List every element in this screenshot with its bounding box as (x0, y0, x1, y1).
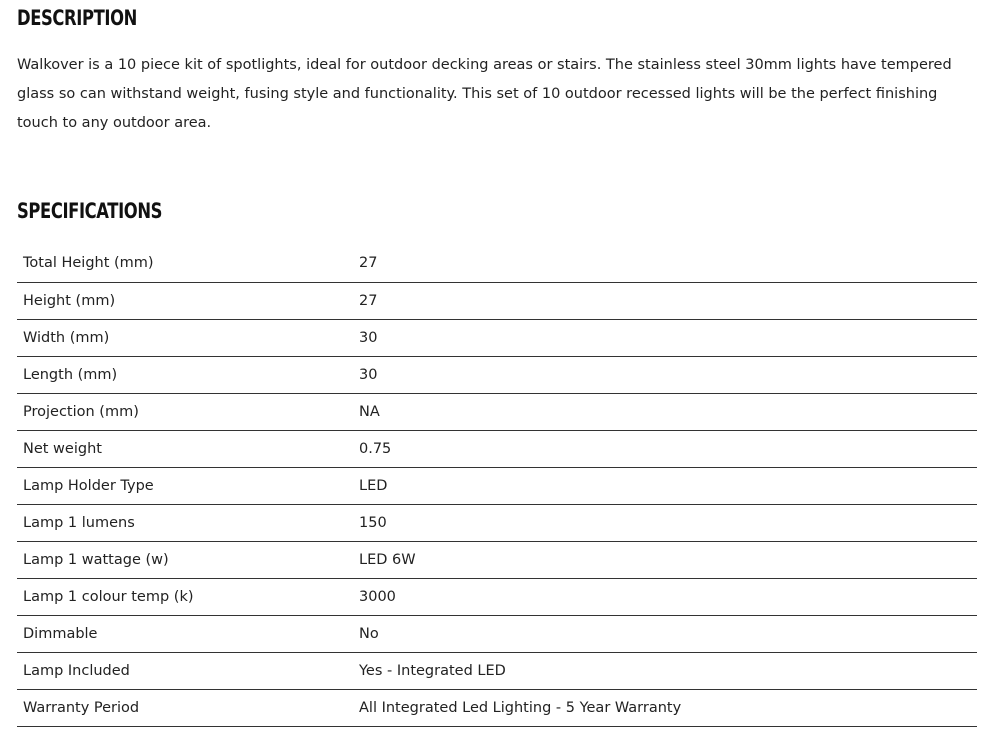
spec-value: 27 (359, 255, 378, 272)
spec-row (17, 541, 977, 578)
spec-row (17, 430, 977, 467)
spec-value: 150 (359, 514, 387, 531)
spec-value: 30 (359, 366, 378, 383)
spec-label: Lamp 1 colour temp (k) (23, 588, 194, 605)
spec-value: NA (359, 403, 380, 420)
spec-row (17, 393, 977, 430)
spec-row (17, 356, 977, 393)
spec-value: All Integrated Led Lighting - 5 Year Warranty (359, 699, 682, 716)
spec-row (17, 319, 977, 356)
spec-value: 3000 (359, 588, 396, 605)
spec-row (17, 245, 977, 282)
spec-label: Warranty Period (23, 699, 140, 716)
spec-row (17, 689, 977, 726)
spec-label: Dimmable (23, 625, 98, 642)
specifications-table (17, 245, 977, 727)
spec-row (17, 615, 977, 652)
spec-label: Lamp Holder Type (23, 477, 154, 494)
spec-label: Width (mm) (23, 329, 110, 346)
spec-value: LED (359, 477, 388, 494)
spec-value: 27 (359, 292, 378, 309)
spec-value: LED 6W (359, 551, 416, 568)
spec-label: Height (mm) (23, 292, 116, 309)
spec-value: 30 (359, 329, 378, 346)
spec-label: Net weight (23, 440, 102, 457)
spec-label: Length (mm) (23, 366, 118, 383)
spec-row (17, 504, 977, 541)
spec-row (17, 652, 977, 689)
spec-label: Lamp 1 wattage (w) (23, 551, 169, 568)
spec-row (17, 282, 977, 319)
spec-value: Yes - Integrated LED (359, 662, 506, 679)
spec-value: 0.75 (359, 440, 392, 457)
spec-value: No (359, 625, 379, 642)
spec-row (17, 578, 977, 615)
description-text: Walkover is a 10 piece kit of spotlights, ideal for outdoor decking areas or stairs. The stainless steel 30mm lights have tempered glass so can withstand weight, fusing style and functionality. This set of 10 outdoor recessed lights will be the perfect finishing touch to any outdoor area. (17, 57, 952, 131)
spec-row (17, 467, 977, 504)
spec-label: Projection (mm) (23, 403, 139, 420)
spec-label: Total Height (mm) (23, 255, 154, 272)
specifications-heading: SPECIFICATIONS (17, 199, 163, 223)
spec-label: Lamp 1 lumens (23, 514, 135, 531)
spec-label: Lamp Included (23, 662, 130, 679)
description-heading: DESCRIPTION (17, 6, 137, 30)
